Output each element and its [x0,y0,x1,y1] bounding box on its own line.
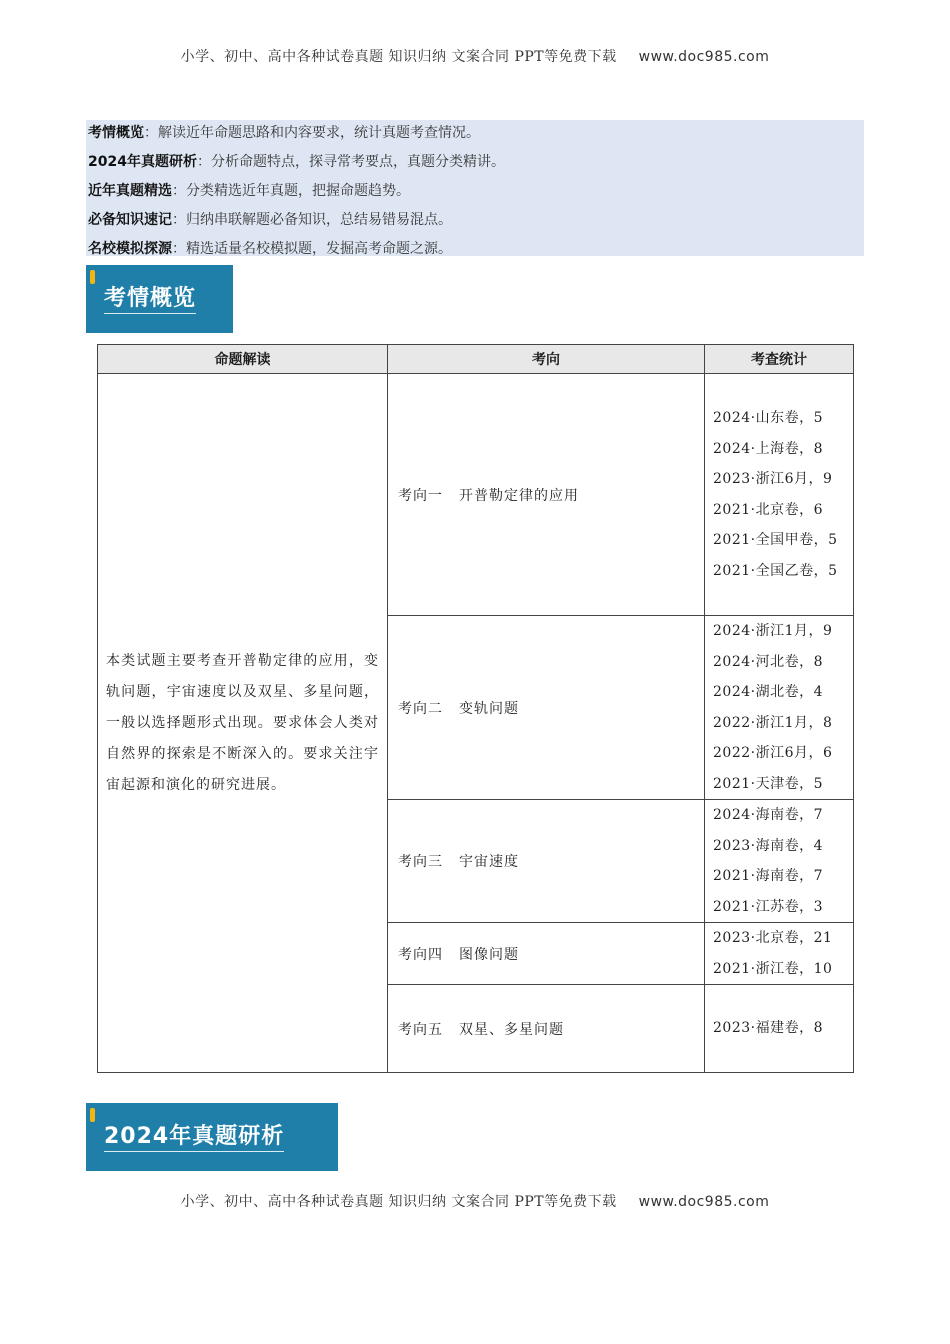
stat-entry: 2024·河北卷，8 [713,653,823,670]
stat-entry: 2023·福建卷，8 [713,1020,823,1037]
stat-entry: 2023·浙江6月，9 [713,471,833,487]
statistics-cell [705,923,854,985]
direction-number: 考向一 [398,487,443,504]
intro-value: ：解读近年命题思路和内容要求，统计真题考查情况。 [144,125,480,141]
header-direction: 考向 [388,345,705,374]
direction-topic: 图像问题 [459,946,519,963]
intro-box [86,120,864,256]
intro-row [86,236,864,265]
direction-cell [388,616,705,800]
footer-text: 小学、初中、高中各种试卷真题 知识归纳 文案合同 PPT等免费下载 [180,1194,617,1210]
direction-topic: 双星、多星问题 [459,1021,564,1038]
header-text: 小学、初中、高中各种试卷真题 知识归纳 文案合同 PPT等免费下载 [180,49,617,65]
direction-number: 考向五 [398,1021,443,1038]
direction-cell [388,985,705,1073]
statistics-cell [705,985,854,1073]
intro-row [86,149,864,178]
direction-number: 考向四 [398,946,443,963]
direction-cell [388,800,705,923]
statistics-cell [705,800,854,923]
stat-entry: 2024·浙江1月，9 [713,623,833,639]
banner-tick-icon [90,270,95,284]
stat-entry: 2024·上海卷，8 [713,440,823,457]
intro-row [86,207,864,236]
stat-entry: 2021·天津卷，5 [713,775,823,792]
section-banner-overview [86,265,233,333]
intro-value: ：分析命题特点，探寻常考要点，真题分类精讲。 [196,154,505,170]
stat-entry: 2021·江苏卷，3 [713,898,823,915]
intro-row [86,120,864,149]
header-interpretation: 命题解读 [98,345,388,374]
section-title: 2024年真题研析 [104,1124,284,1152]
table-row [98,374,854,616]
section-banner-2024-analysis [86,1103,338,1171]
direction-number: 考向二 [398,700,443,717]
stat-entry: 2021·北京卷，6 [713,501,823,518]
direction-cell [388,923,705,985]
statistics-cell [705,374,854,616]
direction-number: 考向三 [398,854,443,870]
direction-cell [388,374,705,616]
exam-stat-table [97,344,854,1073]
stat-entry: 2023·海南卷，4 [713,837,823,854]
intro-value: ：精选适量名校模拟题，发掘高考命题之源。 [172,241,452,257]
intro-key: 必备知识速记 [88,212,172,228]
section-title: 考情概览 [104,286,196,314]
stat-entry: 2024·湖北卷，4 [713,684,823,700]
stat-entry: 2022·浙江1月，8 [713,714,833,731]
stat-entry: 2021·全国甲卷，5 [713,532,838,548]
interpretation-cell: 本类试题主要考查开普勒定律的应用，变轨问题，宇宙速度以及双星、多星问题，一般以选择题形式出现。要求体会人类对自然界的探索是不断深入的。要求关注宇宙起源和演化的研究进展。 [98,374,388,1073]
header-site-link[interactable]: www.doc985.com [638,49,770,65]
intro-row [86,178,864,207]
intro-value: ：分类精选近年真题，把握命题趋势。 [172,183,410,199]
page-footer [0,1191,950,1211]
direction-topic: 开普勒定律的应用 [459,487,579,504]
banner-tick-icon [90,1108,95,1122]
page-header [0,46,950,66]
direction-topic: 宇宙速度 [459,854,519,870]
stat-entry: 2021·浙江卷，10 [713,960,833,977]
intro-key: 2024年真题研析 [88,154,197,170]
statistics-cell [705,616,854,800]
stat-entry: 2022·浙江6月，6 [713,745,833,761]
direction-topic: 变轨问题 [459,700,519,717]
table-header-row [98,345,854,374]
stat-entry: 2024·海南卷，7 [713,807,823,823]
stat-entry: 2024·山东卷，5 [713,410,823,426]
stat-entry: 2023·北京卷，21 [713,930,833,946]
intro-key: 名校模拟探源 [88,241,172,257]
intro-key: 考情概览 [88,125,144,141]
intro-value: ：归纳串联解题必备知识，总结易错易混点。 [172,212,452,228]
intro-key: 近年真题精选 [88,183,172,199]
stat-entry: 2021·全国乙卷，5 [713,562,838,579]
stat-entry: 2021·海南卷，7 [713,868,823,884]
header-statistics: 考查统计 [705,345,854,374]
footer-site-link[interactable]: www.doc985.com [638,1194,770,1210]
